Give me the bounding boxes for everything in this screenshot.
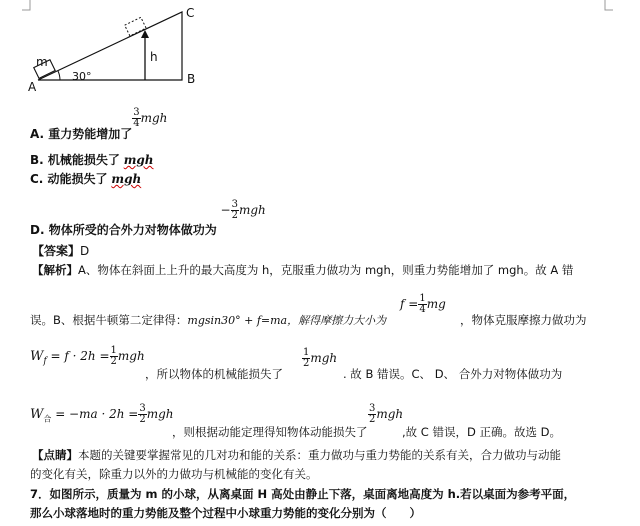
- option-a-text: A. 重力势能增加了: [30, 127, 133, 141]
- kinetic-energy-loss: [368, 404, 403, 425]
- analysis-line-2: [30, 300, 387, 327]
- wf-symbol: W: [30, 349, 44, 364]
- option-a-expr: mgh: [140, 111, 168, 125]
- comment-text-1: 本题的关键要掌握常见的几对功和能的关系：重力做功与重力势能的关系有关，合力做功与动能: [78, 448, 561, 462]
- work-friction-formula: [30, 346, 145, 367]
- w-sub: 合: [43, 414, 52, 424]
- mech-loss-fraction: $\frac{1}{2}$: [303, 347, 310, 369]
- incline-triangle: [38, 12, 182, 80]
- w-expr: mgh: [146, 407, 174, 421]
- analysis-text-4a: ，则根据动能定理得知物体动能损失了: [172, 425, 368, 439]
- friction-expr: mg: [426, 297, 446, 311]
- angle-arc: [58, 71, 60, 80]
- label-h: h: [150, 50, 158, 64]
- w-fraction: $\frac{3}{2}$: [139, 403, 146, 425]
- answer-label: 【答案】: [32, 244, 81, 258]
- answer-value: D: [80, 244, 90, 258]
- option-b-text: B. 机械能损失了: [30, 153, 120, 167]
- analysis-line-3: [145, 366, 283, 382]
- option-b: [30, 151, 154, 168]
- option-a: [30, 107, 168, 141]
- comment-label: 【点睛】: [32, 448, 78, 462]
- analysis-text-1: A、物体在斜面上上升的最大高度为 h，克服重力做功为 mgh，则重力势能增加了 mgh。故 A 错: [78, 263, 574, 277]
- w-mid: = −ma · 2h =: [51, 407, 139, 421]
- answer-line: [32, 242, 89, 259]
- option-c-expr: mgh: [111, 172, 142, 186]
- block-top-dashed: [125, 17, 146, 36]
- label-m: m: [36, 55, 48, 69]
- analysis-text-2b: ，物体克服摩擦力做功为: [460, 313, 587, 327]
- ke-loss-fraction: $\frac{3}{2}$: [369, 403, 376, 425]
- option-a-fraction: $\frac{3}{4}$: [133, 107, 140, 129]
- analysis-eq-1: mgsin30° + f=ma，解得摩擦力大小为: [187, 314, 387, 327]
- corner-mark-top-right: [603, 0, 613, 12]
- question-7-text-1: 7．如图所示，质量为 m 的小球，从离桌面 H 高处由静止下落，桌面离地高度为 h.若以桌面为参考平面，: [30, 487, 576, 501]
- option-d-sign: −: [220, 203, 231, 217]
- friction-formula: [400, 294, 446, 315]
- w-symbol: W: [30, 407, 44, 422]
- analysis-text-3a: ，所以物体的机械能损失了: [145, 367, 283, 381]
- option-d-text: D. 物体所受的合外力对物体做功为: [30, 223, 217, 237]
- label-a: A: [28, 80, 37, 94]
- question-7-line-1: [30, 486, 575, 502]
- label-c: C: [186, 6, 195, 20]
- wf-sub: f: [43, 356, 47, 367]
- label-angle: 30°: [72, 70, 92, 83]
- question-7-line-2: [30, 505, 421, 521]
- comment-text-2: 的变化有关，除重力以外的力做功与机械能的变化有关。: [30, 467, 318, 481]
- question-7-text-2: 那么小球落地时的重力势能及整个过程中小球重力势能的变化分别为（ ）: [30, 506, 421, 520]
- work-net-formula: [30, 404, 174, 425]
- analysis-text-4b: ,故 C 错误，D 正确。故选 D。: [402, 425, 562, 439]
- ke-loss-expr: mgh: [376, 407, 404, 421]
- friction-f: f =: [400, 297, 419, 311]
- wf-fraction: $\frac{1}{2}$: [110, 345, 117, 367]
- analysis-text-3b: . 故 B 错误。C、 D、 合外力对物体做功为: [343, 367, 563, 381]
- comment-line-1: [32, 447, 561, 463]
- analysis-label: 【解析】: [32, 263, 78, 277]
- analysis-text-2a: 误。B、根据牛顿第二定律得：: [30, 313, 188, 327]
- analysis-line-4b: [402, 424, 561, 440]
- comment-line-2: [30, 466, 318, 482]
- mech-loss-expr: mgh: [310, 351, 338, 365]
- friction-fraction: $\frac{1}{4}$: [419, 293, 426, 315]
- analysis-line-3b: [343, 366, 562, 382]
- wf-mid: = f · 2h =: [46, 349, 110, 363]
- label-b: B: [187, 72, 196, 86]
- option-d-expr: mgh: [238, 203, 266, 217]
- option-d: [30, 199, 266, 237]
- option-b-expr: mgh: [123, 153, 154, 167]
- option-d-fraction: $\frac{3}{2}$: [231, 199, 238, 221]
- option-c-text: C. 动能损失了: [30, 172, 108, 186]
- option-c: [30, 170, 141, 187]
- analysis-line-1: [32, 262, 573, 278]
- wf-expr: mgh: [117, 349, 145, 363]
- mech-energy-loss: [302, 348, 337, 369]
- analysis-line-4: [172, 424, 368, 440]
- analysis-line-2b: [460, 312, 587, 328]
